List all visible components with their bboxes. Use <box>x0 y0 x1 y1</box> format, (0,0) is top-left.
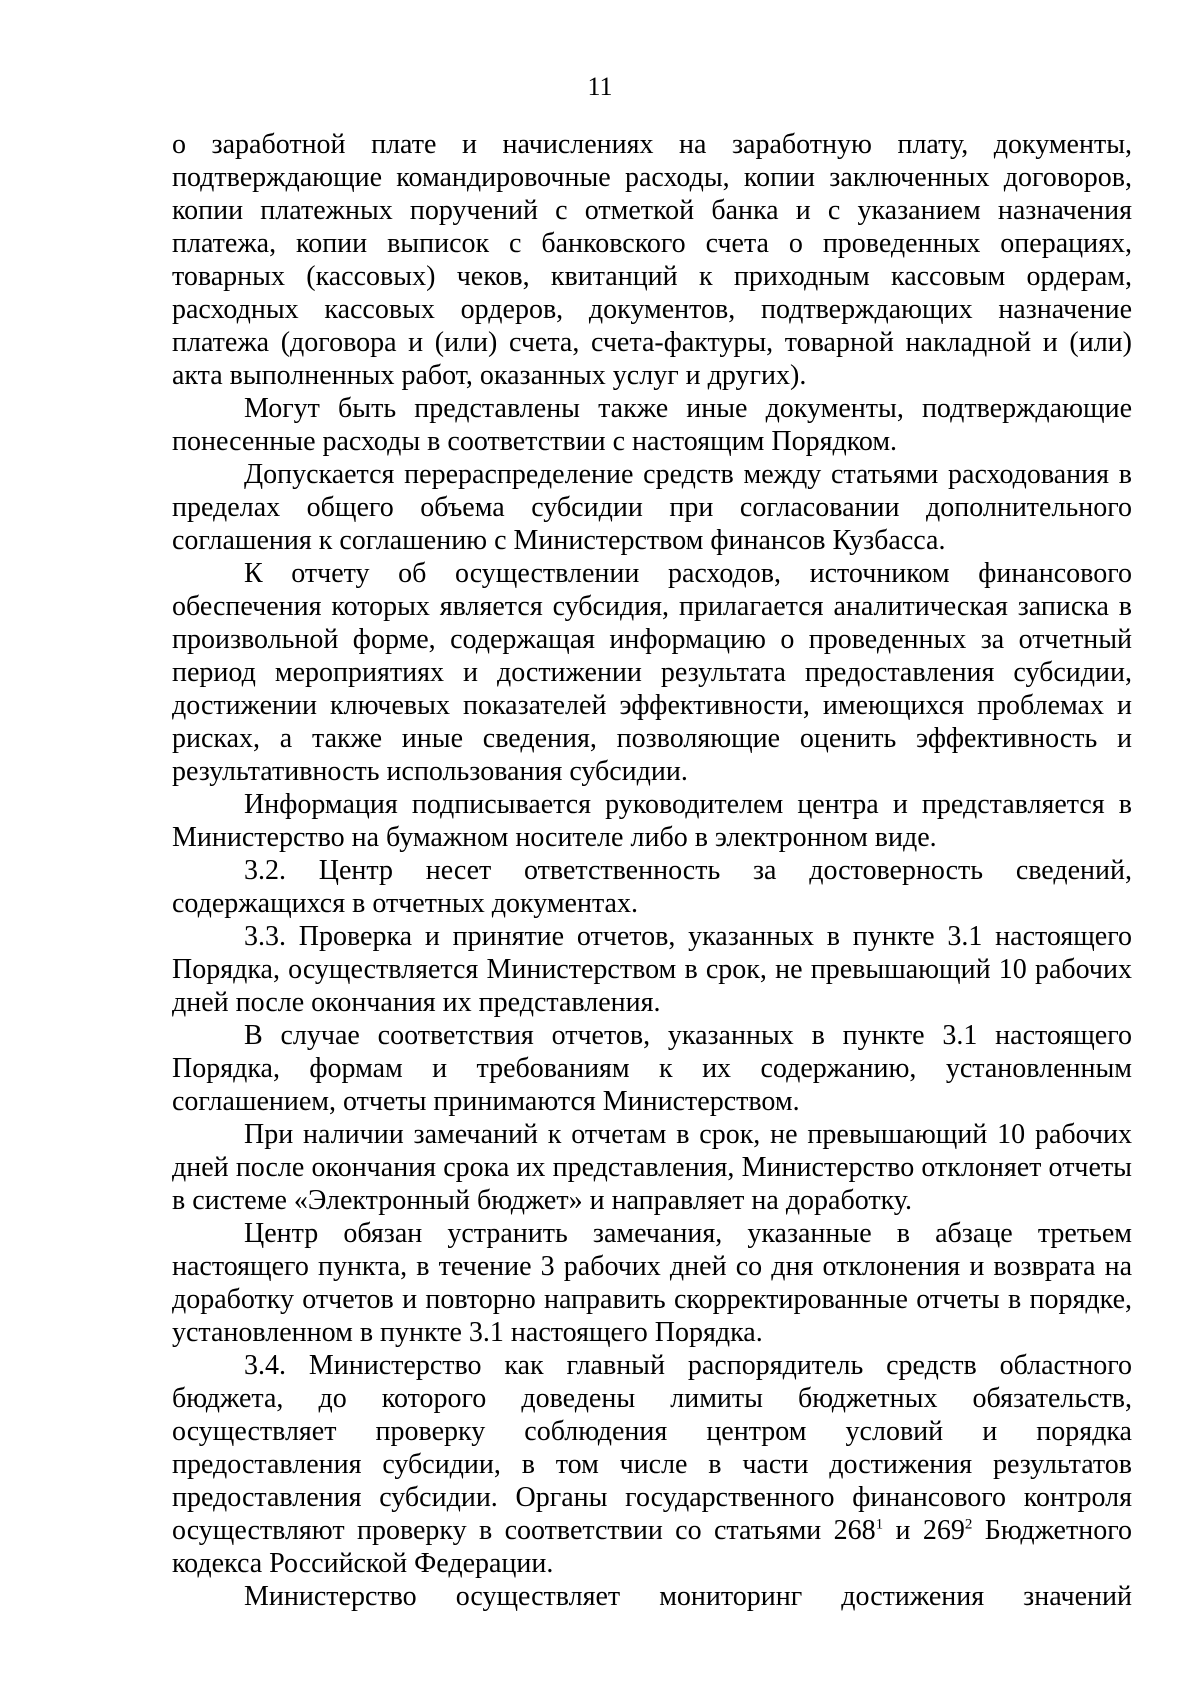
paragraph-remarks: При наличии замечаний к отчетам в срок, не превышающий 10 рабочих дней после окончания срока их представления, Министерство отклоняет отчеты в системе «Электронный бюджет» и направляет на доработку. <box>172 1119 1132 1216</box>
paragraph-3-3: 3.3. Проверка и принятие отчетов, указанных в пункте 3.1 настоящего Порядка, осуществляется Министерством в срок, не превышающий 10 рабочих дней после окончания их представления. <box>172 921 1132 1018</box>
article-268: 268 <box>833 1515 876 1546</box>
paragraph-continuation: о заработной плате и начислениях на заработную плату, документы, подтверждающие командировочные расходы, копии заключенных договоров, копии платежных поручений с отметкой банка и с указанием назначения платежа, копии выписок с банковского счета о проведенных операциях, товарных (кассовых) чеков, квитанций к приходным кассовым ордерам, расходных кассовых ордеров, документов, подтверждающих назначение платежа (договора и (или) счета, счета-фактуры, товарной накладной и (или) акта выполненных работ, оказанных услуг и других). <box>172 129 1132 391</box>
paragraph-3-4-text-before: 3.4. Министерство как главный распорядитель средств областного бюджета, до которого доведены лимиты бюджетных обязательств, осуществляет проверку соблюдения центром условий и порядка предоставления субсидии, в том числе в части достижения результатов предоставления субсидии. Органы государственного финансового контроля осуществляют проверку в соответствии со статьями <box>172 1350 1132 1546</box>
paragraph-monitoring: Министерство осуществляет мониторинг достижения значений <box>244 1581 1132 1612</box>
paragraph-analytical-note: К отчету об осуществлении расходов, источником финансового обеспечения которых является субсидия, прилагается аналитическая записка в произвольной форме, содержащая информацию о проведенных за отчетный период мероприятиях и достижении результата предоставления субсидии, достижении ключевых показателей эффективности, имеющихся проблемах и рисках, а также иные сведения, позволяющие оценить эффективность и результативность использования субсидии. <box>172 558 1132 787</box>
paragraph-3-4 <box>172 1349 1132 1580</box>
article-269: 269 <box>922 1515 965 1546</box>
paragraph-information-signing: Информация подписывается руководителем центра и представляется в Министерство на бумажном носителе либо в электронном виде. <box>172 789 1132 853</box>
paragraph-3-4-conjunction: и <box>883 1515 923 1546</box>
article-268-superscript: 1 <box>875 1516 884 1533</box>
paragraph-3-4-text-after: Бюджетного кодекса Российской Федерации. <box>172 1515 1132 1579</box>
page-number: 11 <box>587 72 613 101</box>
paragraph-compliance: В случае соответствия отчетов, указанных в пункте 3.1 настоящего Порядка, формам и требованиям к их содержанию, установленным соглашением, отчеты принимаются Министерством. <box>172 1020 1132 1117</box>
article-269-superscript: 2 <box>964 1516 973 1533</box>
paragraph-redistribution: Допускается перераспределение средств между статьями расходования в пределах общего объема субсидии при согласовании дополнительного соглашения к соглашению с Министерством финансов Кузбасса. <box>172 459 1132 556</box>
paragraph-other-documents: Могут быть представлены также иные документы, подтверждающие понесенные расходы в соответствии с настоящим Порядком. <box>172 393 1132 457</box>
document-body <box>172 128 1132 1613</box>
paragraph-corrections: Центр обязан устранить замечания, указанные в абзаце третьем настоящего пункта, в течение 3 рабочих дней со дня отклонения и возврата на доработку отчетов и повторно направить скорректированные отчеты в порядке, установленном в пункте 3.1 настоящего Порядка. <box>172 1218 1132 1348</box>
paragraph-3-2: 3.2. Центр несет ответственность за достоверность сведений, содержащихся в отчетных документах. <box>172 855 1132 919</box>
